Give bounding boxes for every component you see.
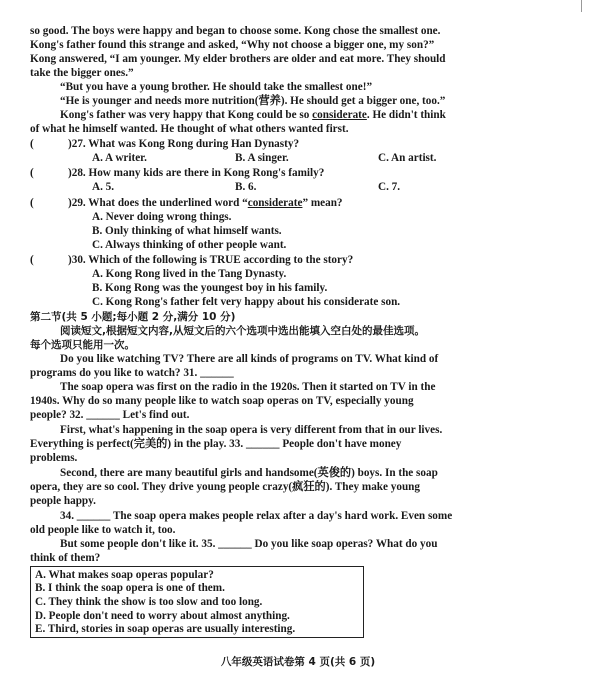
passage-line: problems. [30,452,78,464]
option: A. 5. [92,181,115,193]
section-instruction: 阅读短文,根据短文内容,从短文后的六个选项中选出能填入空白处的最佳选项。 [60,325,425,337]
passage-line: so good. The boys were happy and began to choose some. Kong chose the smallest one. [30,25,441,37]
passage-line: Do you like watching TV? There are all kinds of programs on TV. What kind of [60,353,439,365]
passage-line: Kong's father found this strange and asked, “Why not choose a bigger one, my son?” [30,39,435,51]
question-29 [30,197,556,210]
option: A. Never doing wrong things. [92,211,232,223]
passage-line: But some people don't like it. 35. ______ Do you like soap operas? What do you [60,538,438,550]
passage-line: of what he himself wanted. He thought of what others wanted first. [30,123,349,135]
options-box [30,566,364,638]
passage-line: “He is younger and needs more nutrition(营养). He should get a bigger one, too.” [60,95,446,107]
option: C. Kong Rong's father felt very happy about his considerate son. [92,296,401,308]
option: B. A singer. [235,152,289,164]
question-stem: )28. How many kids are there in Kong Rong's family? [68,167,325,179]
question-stem: )27. What was Kong Rong during Han Dynasty? [68,138,300,150]
passage-line: “But you have a young brother. He should take the smallest one!” [60,81,373,93]
option-d: D. People don't need to worry about almost anything. [35,610,290,622]
question-30 [30,254,556,267]
passage-line: First, what's happening in the soap opera is very different from that in our lives. [60,424,443,436]
passage-line: The soap opera was first on the radio in the 1920s. Then it started on TV in the [60,381,436,393]
question-28-options [30,181,556,194]
option: C. 7. [378,181,401,193]
option: B. 6. [235,181,257,193]
passage-line: people happy. [30,495,96,507]
option: C. Always thinking of other people want. [92,239,287,251]
page-corner-mark [575,0,582,12]
option: A. Kong Rong lived in the Tang Dynasty. [92,268,287,280]
passage-line: programs do you like to watch? 31. ______ [30,367,234,379]
question-27-options [30,152,556,165]
passage-line: take the bigger ones.” [30,67,134,79]
option-b: B. I think the soap opera is one of them. [35,582,225,594]
passage-line [30,109,556,122]
answer-paren: ( [30,138,34,150]
underlined-word: considerate [247,197,303,209]
passage-text: . He didn't think [366,109,446,121]
answer-paren: ( [30,197,34,209]
question-stem: )30. Which of the following is TRUE according to the story? [68,254,354,266]
answer-paren: ( [30,254,34,266]
underlined-word: considerate [312,109,367,121]
passage-line: Everything is perfect(完美的) in the play. 33. ______ People don't have money [30,438,402,450]
passage-line: 1940s. Why do so many people like to watch soap operas on TV, especially young [30,395,414,407]
answer-paren: ( [30,167,34,179]
option-e: E. Third, stories in soap operas are usually interesting. [35,623,296,635]
passage-text: Kong's father was very happy that Kong could be so [60,109,310,121]
option: B. Only thinking of what himself wants. [92,225,282,237]
passage-line: 34. ______ The soap opera makes people relax after a day's hard work. Even some [60,510,453,522]
question-27 [30,138,556,151]
option: A. A writer. [92,152,147,164]
passage-line: Kong answered, “I am younger. My elder brothers are older and eat more. They should [30,53,446,65]
section-instruction: 每个选项只能用一次。 [30,339,135,351]
option-a: A. What makes soap operas popular? [35,569,214,581]
question-stem: )29. What does the underlined word “ [68,197,248,209]
question-stem-end: ” mean? [302,197,343,209]
passage-line: think of them? [30,552,101,564]
option-c: C. They think the show is too slow and too long. [35,596,263,608]
page-footer: 八年级英语试卷第 4 页(共 6 页) [220,656,376,668]
option: C. An artist. [378,152,437,164]
option: B. Kong Rong was the youngest boy in his family. [92,282,328,294]
passage-line: old people like to watch it, too. [30,524,176,536]
passage-line: opera, they are so cool. They drive young people crazy(疯狂的). They make young [30,481,420,493]
question-28 [30,167,556,180]
section-title: 第二节(共 5 小题;每小题 2 分,满分 10 分) [30,311,236,323]
passage-line: Second, there are many beautiful girls and handsome(英俊的) boys. In the soap [60,467,438,479]
passage-line: people? 32. ______ Let's find out. [30,409,190,421]
